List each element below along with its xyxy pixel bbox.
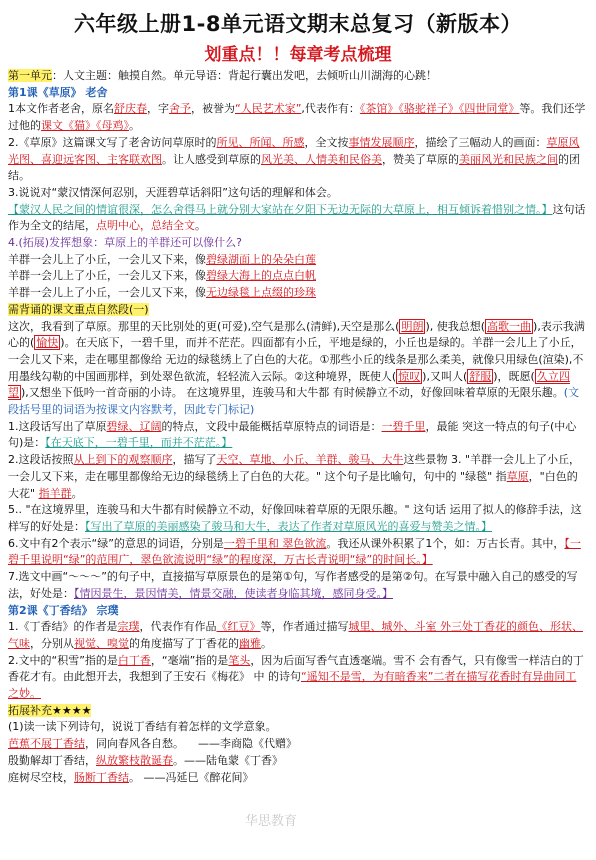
lesson1-q3-answer: 【蒙汉人民之间的情谊很深，怎么舍得马上就分别大家站在夕阳下无边无际的大草原上，相互倾诉着惜别之情。】这句话作为全文的结尾，点明中心，总结全文。 bbox=[8, 202, 586, 233]
page-subtitle: 划重点！！每章考点梳理 bbox=[204, 45, 392, 65]
recite-heading: 需背诵的课文重点自然段(一) bbox=[8, 302, 149, 316]
unit-label: 第一单元 bbox=[8, 69, 52, 82]
extension-intro: (1)读一读下列诗句，说说丁香结有着怎样的文学意象。 bbox=[8, 720, 277, 734]
lesson1-q4-heading: 4.(拓展)发挥想象：草原上的羊群还可以像什么? bbox=[8, 236, 242, 250]
lesson1-q1: 1本文作者老舍，原名舒庆春，字舍予，被誉为“人民艺术家”,代表作有：《茶馆》《骆驼祥子》《四世同堂》等。我们还学过他的课文《猫》《母鸡》。 bbox=[8, 102, 586, 133]
poem-3: 庭树尽空枝，肠断丁香结。 ——冯延巳《醉花间》 bbox=[8, 770, 254, 784]
document-body bbox=[8, 68, 586, 786]
passage-q1: 1.这段话写出了草原碧绿、辽阔的特点，文段中最能概括草原特点的词语是：一碧千里，最能 突这一特点的句子(中心句)是：【在天底下，一碧千里，而并不茫茫。】 bbox=[8, 419, 577, 450]
lesson2-heading: 第2课《丁香结》 宗璞 bbox=[8, 603, 119, 617]
lesson2-q1: 1.《丁香结》的作者是宗璞，代表作有作品《红豆》等，作者通过描写城里、城外、斗室 外三处丁香花的颜色、形状、气味，分别从视觉、嗅觉的角度描写了丁香花的幽雅。 bbox=[8, 620, 583, 650]
poem-2: 殷勤解却丁香结，纵放繁枝散诞春。——陆龟蒙《丁香》 bbox=[8, 753, 283, 767]
poem-1: 芭蕉不展丁香结，同向春风各自愁。 ——李商隐《代赠》 bbox=[8, 737, 297, 751]
passage-q2: 2.这段话按照从上到下的观察顺序，描写了天空、草地、小丘、羊群、骏马、大牛这些景物 3. "羊群一会儿上了小丘，一会儿又下来，走在哪里都像给无边的绿毯绣上了白色的大花。" 这个句子是比喻句，句中的 "绿毯" 指草原，"白色的大花" 指羊群。 bbox=[8, 453, 581, 500]
page-title: 六年级上册1-8单元语文期末总复习（新版本） bbox=[74, 12, 522, 36]
recite-passage: 这次，我看到了草原。那里的天比别处的更(可爱),空气是那么(清鲜),天空是那么( 明朗 ), 使我总想( 高歌一曲 ),表示我满心的( 愉快 )。在天底下，一碧千里，而并不茫茫。四面都有小丘，平地是绿的，小丘也是绿的。羊群一会儿上了小丘，一会儿又下来，走在哪里都像给 无边的绿毯绣上了白色的大花。①那些小丘的线条是那么柔美，就像只用绿色(渲染),不用墨线勾勒的中国画那样，到处翠色欲流，轻轻流入云际。②这种境界，既使人( 惊叹 ),又叫人( 舒服 )，既愿( 久立四望 ),又想坐下低吟一首奇丽的小诗。 在这境界里，连骏马和大牛都 有时候静立不动，好像回味着草原的无限乐趣。(文段括号里的词语为按课文内容默考，因此专门标记) bbox=[8, 319, 585, 417]
q4-answer-1: 羊群一会儿上了小丘，一会儿又下来，像碧绿湖面上的朵朵白莲 bbox=[8, 252, 316, 266]
lesson2-q2: 2.文中的“积雪”指的是白丁香，“毫端”指的是笔头，因为后面写香气直透毫端。雪不 会有香气，只有像雪一样洁白的丁香花才有。由此想开去，我想到了王安石《梅花》 中 的诗句“遥知不是雪，为有暗香来”二者在描写花香时有异曲同工之妙。 bbox=[8, 653, 584, 701]
passage-q5: 5.. "在这境界里，连骏马和大牛都有时候静立不动，好像回味着草原的无限乐趣。" 这句话 运用了拟人的修辞手法，这样写的好处是：【写出了草原的美丽感染了骏马和大牛，表达了作者对草原风光的喜爱与赞美之情。】 bbox=[8, 503, 582, 533]
lesson1-heading: 第1课《草原》 老舍 bbox=[8, 85, 108, 99]
unit-intro: 第一单元：人文主题：触摸自然。单元导语：背起行囊出发吧，去倾听山川湖海的心跳！ bbox=[8, 69, 437, 82]
lesson1-q3: 3.说说对“蒙汉情深何忍别，天涯碧草话斜阳”这句话的理解和体会。 bbox=[8, 185, 338, 199]
passage-q6: 6.文中有2个表示“绿”的意思的词语，分别是一碧千里和 翠色欲流。我还从课外积累了1个，如：万古长青。其中，【一碧千里说明“绿”的范围广，翠色欲流说明“绿”的程度深，万古长青说明“绿”的时间长。】 bbox=[8, 536, 581, 567]
extension-heading: 拓展补充★★★★ bbox=[8, 703, 92, 717]
watermark: 华思教育 bbox=[245, 814, 298, 829]
lesson1-q2: 2.《草原》这篇课文写了老舍访问草原时的所见、所闻、所感，全文按事情发展顺序，描绘了三幅动人的画面：草原风光图、喜迎远客图、主客联欢图。让人感受到草原的风光美、人情美和民俗美，赞美了草原的美丽风光和民族之间的团结。 bbox=[8, 135, 580, 183]
passage-q7: 7.选文中画“～～～”的句子中，直接描写草原景色的是第①句，写作者感受的是第②句。在写景中融入自己的感受的写法，好处是：【情因景生，景因情美，情景交融，使读者身临其境，感同身受。】 bbox=[8, 570, 578, 600]
q4-answer-2: 羊群一会儿上了小丘，一会儿又下来，像碧绿大海上的点点白帆 bbox=[8, 269, 316, 283]
q4-answer-3: 羊群一会儿上了小丘，一会儿又下来，像无边绿毯上点缀的珍珠 bbox=[8, 286, 316, 300]
